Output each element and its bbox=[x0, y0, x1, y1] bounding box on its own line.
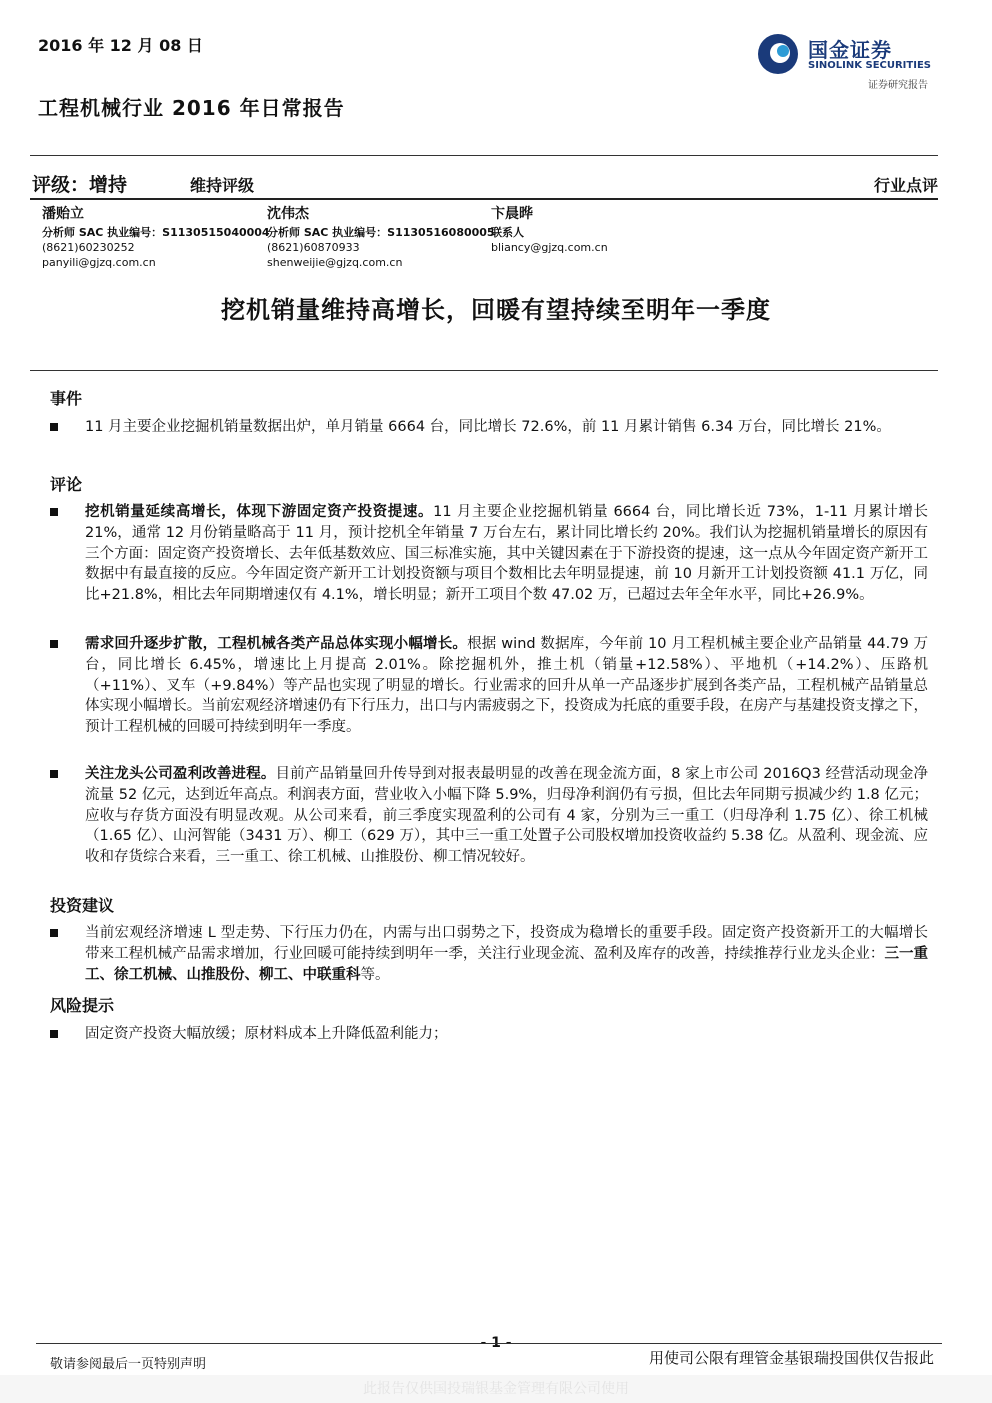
bullet-comment-2 bbox=[50, 634, 928, 738]
company-logo bbox=[756, 30, 946, 92]
bullet-square-icon bbox=[50, 929, 58, 937]
analyst-name: 沈伟杰 bbox=[267, 206, 309, 222]
divider bbox=[30, 198, 938, 200]
report-date: 2016 年 12 月 08 日 bbox=[38, 36, 203, 55]
logo-en: SINOLINK SECURITIES bbox=[808, 60, 931, 71]
bullet-square-icon bbox=[50, 770, 58, 778]
logo-cn: 国金证券 bbox=[808, 38, 892, 62]
analyst-name: 潘贻立 bbox=[42, 206, 84, 222]
bullet-bold: 关注龙头公司盈利改善进程。 bbox=[85, 766, 276, 782]
analyst-email[interactable]: shenweijie@gjzq.com.cn bbox=[267, 256, 403, 269]
bullet-bold: 挖机销量延续高增长，体现下游固定资产投资提速。 bbox=[85, 504, 434, 520]
logo-mark-icon bbox=[756, 32, 800, 76]
section-title-event: 事件 bbox=[50, 389, 83, 408]
page-number: - 1 - bbox=[480, 1335, 512, 1351]
bullet-text: 根据 wind 数据库，今年前 10 月工程机械主要企业产品销量 44.79 万台，同比增长 6.45%，增速比上月提高 2.01%。除挖掘机外，推土机（销量+12.58%）、平地机（+14.2%）、压路机（+11%）、叉车（+9.84%）等产品也实现了明显的增长。行业需求的回升从单一产品逐步扩展到各类产品，工程机械产品销量总体实现小幅增长。当前宏观经济增速仍有下行压力，出口与内需疲弱之下，投资成为托底的重要手段，在房产与基建投资支撑之下，预计工程机械的回暖可持续到明年一季度。 bbox=[85, 636, 928, 736]
bullet-square-icon bbox=[50, 423, 58, 431]
bullet-text: 11 月主要企业挖掘机销量数据出炉，单月销量 6664 台，同比增长 72.6%，前 11 月累计销售 6.34 万台，同比增长 21%。 bbox=[85, 419, 891, 435]
logo-sub: 证券研究报告 bbox=[868, 80, 928, 91]
bullet-text: 目前产品销量回升传导到对报表最明显的改善在现金流方面，8 家上市公司 2016Q3 经营活动现金净流量 52 亿元，达到近年高点。利润表方面，营业收入小幅下降 5.9%，归母净利润仍有亏损，但比去年同期亏损减少约 1.8 亿元；应收与存货方面没有明显改观。从公司来看，前三季度实现盈利的公司有 4 家，分别为三一重工（归母净利 1.75 亿）、徐工机械（1.65 亿）、山河智能（3431 万）、柳工（629 万），其中三一重工处置子公司股权增加投资收益约 5.38 亿。从盈利、现金流、应收和存货综合来看，三一重工、徐工机械、山推股份、柳工情况较好。 bbox=[85, 766, 929, 866]
bullet-text: 11 月主要企业挖掘机销量 6664 台，同比增长近 73%，1-11 月累计增长 21%，通常 12 月份销量略高于 11 月，预计挖机全年销量 7 万台左右，累计同比增长约 20%。我们认为挖掘机销量增长的原因有三个方面：固定资产投资增长、去年低基数效应、国三标准实施，其中关键因素在于下游投资的提速，这一点从今年固定资产新开工数据中有最直接的反应。今年固定资产新开工计划投资额与项目个数相比去年明显提速，前 10 月新开工计划投资额 41.1 万亿，同比+21.8%，相比去年同期增速仅有 4.1%，增长明显；新开工项目个数 47.02 万，已超过去年全年水平，同比+26.9%。 bbox=[85, 504, 928, 604]
divider bbox=[30, 370, 938, 371]
bullet-bold: 需求回升逐步扩散，工程机械各类产品总体实现小幅增长。 bbox=[85, 636, 468, 652]
headline: 挖机销量维持高增长，回暖有望持续至明年一季度 bbox=[221, 296, 771, 324]
analyst-card bbox=[42, 207, 270, 270]
bullet-square-icon bbox=[50, 640, 58, 648]
report-category: 行业点评 bbox=[873, 176, 938, 195]
section-title-risk: 风险提示 bbox=[50, 996, 115, 1015]
analyst-email[interactable]: bliancy@gjzq.com.cn bbox=[491, 241, 608, 254]
bullet-square-icon bbox=[50, 508, 58, 516]
bullet-risk bbox=[50, 1024, 928, 1045]
section-title-advice: 投资建议 bbox=[50, 896, 115, 915]
footer-disclaimer: 敬请参阅最后一页特别声明 bbox=[50, 1357, 207, 1372]
bullet-comment-1 bbox=[50, 502, 928, 606]
divider bbox=[36, 1343, 942, 1344]
bullet-bold: 三一重工、徐工机械、山推股份、柳工、中联重科 bbox=[85, 945, 929, 983]
rating-label: 评级：增持 bbox=[32, 174, 128, 196]
bullet-text: 等。 bbox=[360, 966, 390, 983]
analyst-license: 分析师 SAC 执业编号：S1130515040004 bbox=[42, 226, 270, 239]
analyst-license: 联系人 bbox=[491, 226, 524, 239]
bullet-square-icon bbox=[50, 1030, 58, 1038]
watermark: 此报告仅供国投瑞银基金管理有限公司使用 bbox=[0, 1375, 992, 1403]
footer-note: 用使司公限有理管金基银瑞投国供仅告报此 bbox=[648, 1349, 934, 1367]
analyst-name: 卞晨晔 bbox=[491, 206, 533, 222]
section-title-comment: 评论 bbox=[50, 475, 83, 494]
analyst-license: 分析师 SAC 执业编号：S1130516080005 bbox=[267, 226, 495, 239]
divider bbox=[30, 155, 938, 156]
analyst-phone: (8621)60230252 bbox=[42, 241, 135, 254]
analyst-phone: (8621)60870933 bbox=[267, 241, 360, 254]
bullet-advice bbox=[50, 923, 928, 985]
bullet-event bbox=[50, 417, 928, 438]
bullet-text: 固定资产投资大幅放缓；原材料成本上升降低盈利能力； bbox=[85, 1026, 448, 1042]
bullet-comment-3 bbox=[50, 764, 928, 868]
analyst-card bbox=[491, 207, 608, 255]
report-title: 工程机械行业 2016 年日常报告 bbox=[38, 96, 345, 120]
rating-status: 维持评级 bbox=[190, 176, 255, 195]
analyst-card bbox=[267, 207, 495, 270]
bullet-text: 当前宏观经济增速 L 型走势、下行压力仍在，内需与出口弱势之下，投资成为稳增长的重要手段。固定资产投资新开工的大幅增长带来工程机械产品需求增加，行业回暖可能持续到明年一季，关注行业现金流、盈利及库存的改善，持续推荐行业龙头企业： bbox=[85, 925, 928, 962]
analyst-email[interactable]: panyili@gjzq.com.cn bbox=[42, 256, 156, 269]
